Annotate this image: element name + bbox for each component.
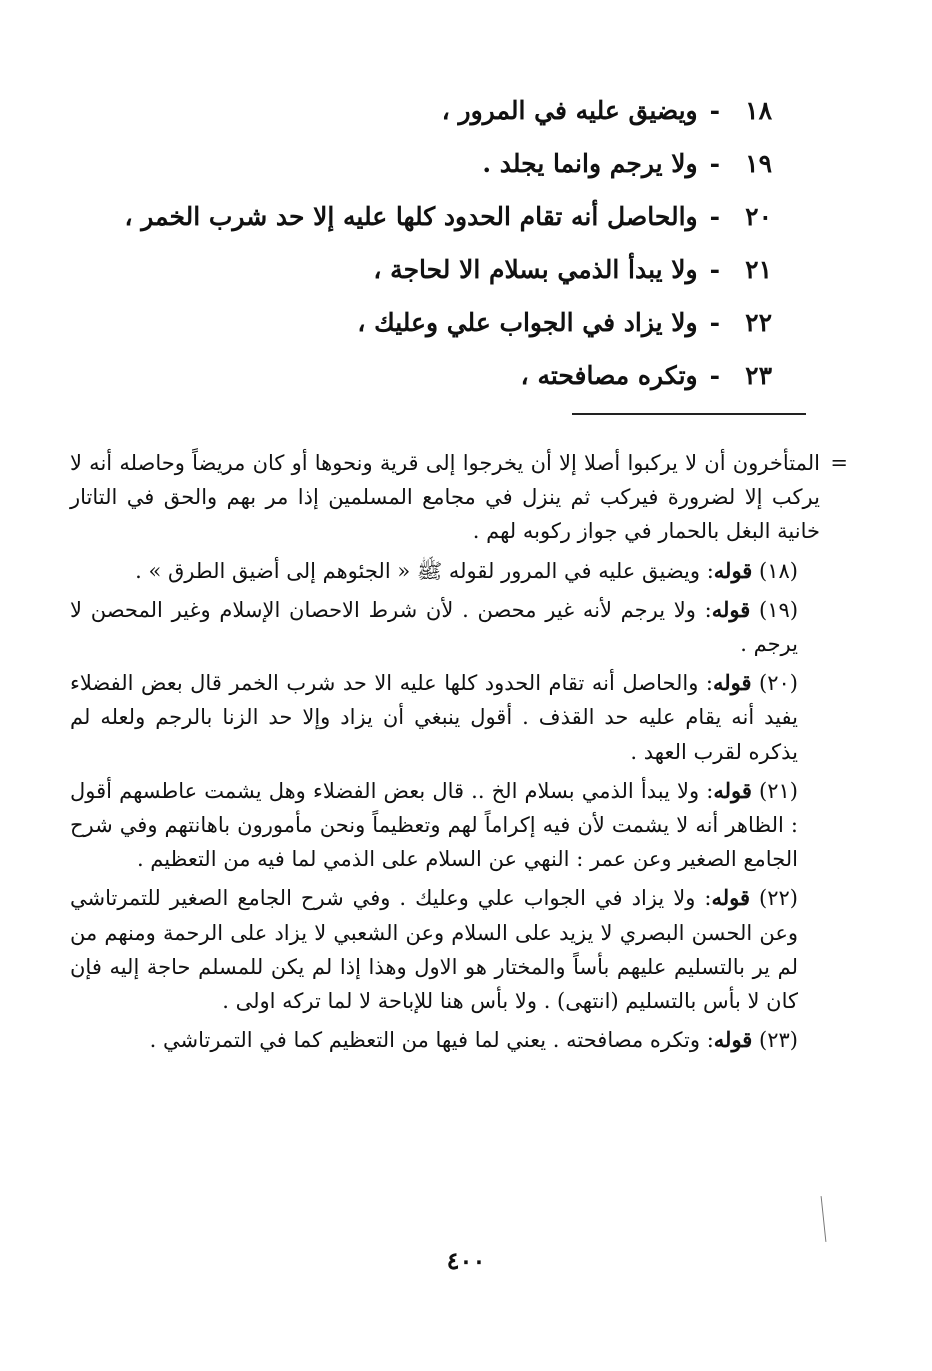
item-text: ولا يبدأ الذمي بسلام الا لحاجة ، — [373, 255, 698, 284]
main-item-19 — [92, 137, 772, 190]
note-keyword: قوله — [711, 596, 751, 622]
item-dash: - — [709, 96, 720, 125]
note-keyword: قوله — [712, 670, 752, 696]
note-23 — [70, 1023, 820, 1057]
item-dash: - — [709, 202, 720, 231]
note-number: (٢٣) — [759, 1028, 798, 1053]
item-number: ٢٠ — [745, 202, 772, 231]
footnote-separator — [572, 413, 806, 415]
note-body: : ولا يرجم لأنه غير محصن . لأن شرط الاحصان الإسلام وغير المحصن لا يرجم . — [70, 597, 798, 657]
item-number: ٢٣ — [745, 361, 772, 390]
main-item-21 — [92, 243, 772, 296]
note-keyword: قوله — [711, 885, 750, 911]
item-number: ٢١ — [745, 255, 772, 284]
continuation-mark: = — [830, 451, 848, 475]
item-number: ٢٢ — [745, 308, 772, 337]
item-text: ويضيق عليه في المرور ، — [441, 96, 698, 125]
note-number: (١٩) — [759, 597, 799, 622]
continuation-text: المتأخرون أن لا يركبوا أصلا إلا أن يخرجوا إلى قرية ونحوها أو كان مريضاً وحاصله أنه لا يركب إلا لضرورة فيركب ثم ينزل في مجامع المسلمين إذا مر بهم والحق في التاتار خانية البغل بالحمار في جواز ركوبه لهم . — [70, 451, 820, 544]
note-number: (٢١) — [759, 778, 798, 803]
page-number: ٤٠٠ — [446, 1246, 486, 1275]
main-item-18 — [92, 84, 772, 137]
item-number: ١٩ — [745, 149, 772, 178]
main-item-23 — [92, 349, 772, 402]
item-text: ولا يرجم وانما يجلد . — [482, 149, 698, 178]
main-text — [92, 84, 772, 402]
item-number: ١٨ — [745, 96, 772, 125]
note-number: (٢٠) — [759, 671, 798, 696]
main-item-22 — [92, 296, 772, 349]
item-dash: - — [709, 255, 720, 284]
note-20 — [70, 666, 820, 769]
commentary-notes — [70, 446, 848, 1057]
item-dash: - — [709, 149, 720, 178]
item-text: والحاصل أنه تقام الحدود كلها عليه إلا حد شرب الخمر ، — [124, 202, 698, 231]
note-body: : وتكره مصافحته . يعني لما فيها من التعظيم كما في التمرتاشي . — [149, 1028, 714, 1053]
item-text: وتكره مصافحته ، — [520, 361, 698, 390]
note-body: : ولا يزاد في الجواب علي وعليك . وفي شرح الجامع الصغير للتمرتاشي وعن الحسن البصري لا يزيد على السلام وعن الشعبي لا يزاد على الرحمة ومنهم من لم ير بالتسليم عليهم بأساً والمختار هو الاول وهذا إذا لم يكن للمسلم حاجة إليه فإن كان لا بأس بالتسليم (انتهى) . ولا بأس هنا للإباحة لا لما تركه اولى . — [70, 886, 798, 1014]
note-body: : والحاصل أنه تقام الحدود كلها عليه الا حد شرب الخمر قال بعض الفضلاء يفيد أنه يقام عليه حد القذف . أقول ينبغي أن يزاد وإلا حد الزنا بالرجم ولعله لم يذكره لقرب العهد . — [70, 671, 798, 764]
note-number: (٢٢) — [759, 886, 798, 911]
note-19 — [70, 593, 820, 661]
note-keyword: قوله — [713, 777, 752, 803]
note-body: : ولا يبدأ الذمي بسلام الخ .. قال بعض الفضلاء وهل يشمت عاطسهم أقول : الظاهر أنه لا يشمت لأن فيه إكراماً لهم وتعظيماً ونحن مأمورون باهانتهم وفي شرح الجامع الصغير وعن عمر : النهي عن السلام على الذمي لما فيه من التعظيم . — [70, 778, 798, 872]
note-keyword: قوله — [713, 1027, 753, 1053]
main-item-20 — [92, 190, 772, 243]
note-21 — [70, 774, 820, 877]
note-number: (١٨) — [759, 558, 798, 583]
note-keyword: قوله — [713, 557, 753, 583]
item-dash: - — [709, 308, 720, 337]
note-body: : ويضيق عليه في المرور لقوله ﷺ « الجئوهم إلى أضيق الطرق » . — [135, 558, 714, 583]
scan-mark — [821, 1196, 827, 1242]
note-continuation — [70, 446, 848, 549]
item-text: ولا يزاد في الجواب علي وعليك ، — [357, 308, 698, 337]
item-dash: - — [709, 361, 720, 390]
note-18 — [70, 554, 820, 588]
note-22 — [70, 881, 820, 1018]
